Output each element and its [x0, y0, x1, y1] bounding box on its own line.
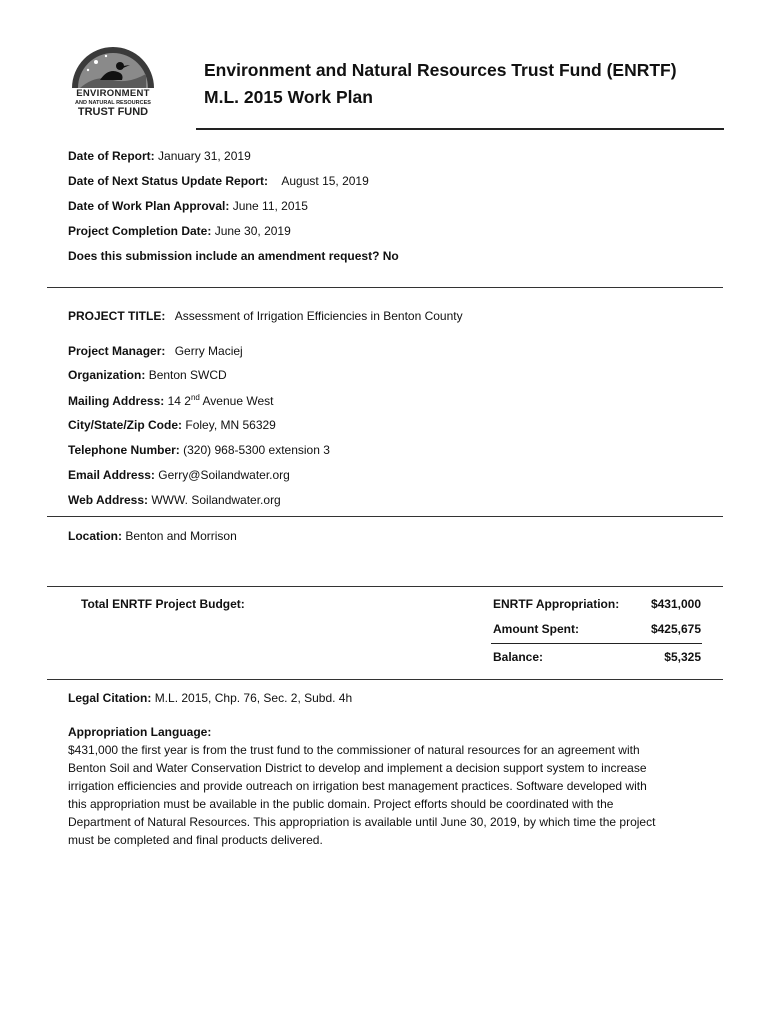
amount-spent-value: $425,675	[650, 622, 701, 636]
enrtf-logo	[66, 44, 176, 120]
location: Location: Benton and Morrison	[68, 529, 237, 543]
legal-citation: Legal Citation: M.L. 2015, Chp. 76, Sec. 2, Subd. 4h	[68, 691, 353, 705]
page-title-line1: Environment and Natural Resources Trust Fund (ENRTF)	[204, 60, 677, 80]
next-status-update: Date of Next Status Update Report: August 15, 2019	[68, 174, 369, 188]
project-manager: Project Manager: Gerry Maciej	[68, 344, 243, 358]
appropriation-line: $431,000 the first year is from the trust fund to the commissioner of natural resources for an agreement with	[68, 743, 640, 757]
web-address: Web Address: WWW. Soilandwater.org	[68, 493, 281, 507]
balance-value: $5,325	[664, 650, 701, 664]
section-divider	[47, 679, 723, 680]
project-completion-date: Project Completion Date: June 30, 2019	[68, 224, 291, 238]
appropriation-line: must be completed and final products delivered.	[68, 833, 323, 847]
section-divider	[47, 586, 723, 587]
city-state-zip: City/State/Zip Code: Foley, MN 56329	[68, 418, 276, 432]
telephone-number: Telephone Number: (320) 968-5300 extension 3	[68, 443, 330, 457]
organization: Organization: Benton SWCD	[68, 368, 227, 382]
budget-sum-line	[491, 643, 702, 644]
appropriation-language-text	[68, 741, 708, 849]
logo-line2: AND NATURAL RESOURCES	[75, 100, 151, 106]
appropriation-language-heading: Appropriation Language:	[68, 725, 212, 739]
logo-line3: TRUST FUND	[77, 106, 149, 118]
loon-emblem-icon	[66, 44, 160, 88]
balance-label: Balance:	[493, 650, 544, 664]
logo-line1: ENVIRONMENT	[76, 88, 150, 99]
total-budget-label: Total ENRTF Project Budget:	[81, 597, 245, 611]
work-plan-approval: Date of Work Plan Approval: June 11, 2015	[68, 199, 308, 213]
section-divider	[47, 516, 723, 517]
appropriation-label: ENRTF Appropriation:	[493, 597, 620, 611]
appropriation-line: this appropriation must be available in the public domain. Project efforts should be coordinated with the	[68, 797, 614, 811]
section-divider	[47, 287, 723, 288]
email-address: Email Address: Gerry@Soilandwater.org	[68, 468, 290, 482]
page-title-line2: M.L. 2015 Work Plan	[204, 87, 373, 107]
appropriation-line: irrigation efficiencies and provide outreach on irrigation best management practices. Software developed with	[68, 779, 647, 793]
title-divider	[196, 128, 724, 130]
amendment-request: Does this submission include an amendment request? No	[68, 249, 399, 263]
appropriation-value: $431,000	[650, 597, 701, 611]
project-title: PROJECT TITLE: Assessment of Irrigation Efficiencies in Benton County	[68, 309, 463, 323]
amount-spent-label: Amount Spent:	[493, 622, 579, 636]
appropriation-line: Benton Soil and Water Conservation District to develop and implement a decision support system to increase	[68, 761, 647, 775]
mailing-address: Mailing Address: 14 2nd Avenue West	[68, 393, 274, 408]
date-of-report: Date of Report: January 31, 2019	[68, 149, 251, 163]
appropriation-line: Department of Natural Resources. This appropriation is available until June 30, 2019, by which time the project	[68, 815, 656, 829]
